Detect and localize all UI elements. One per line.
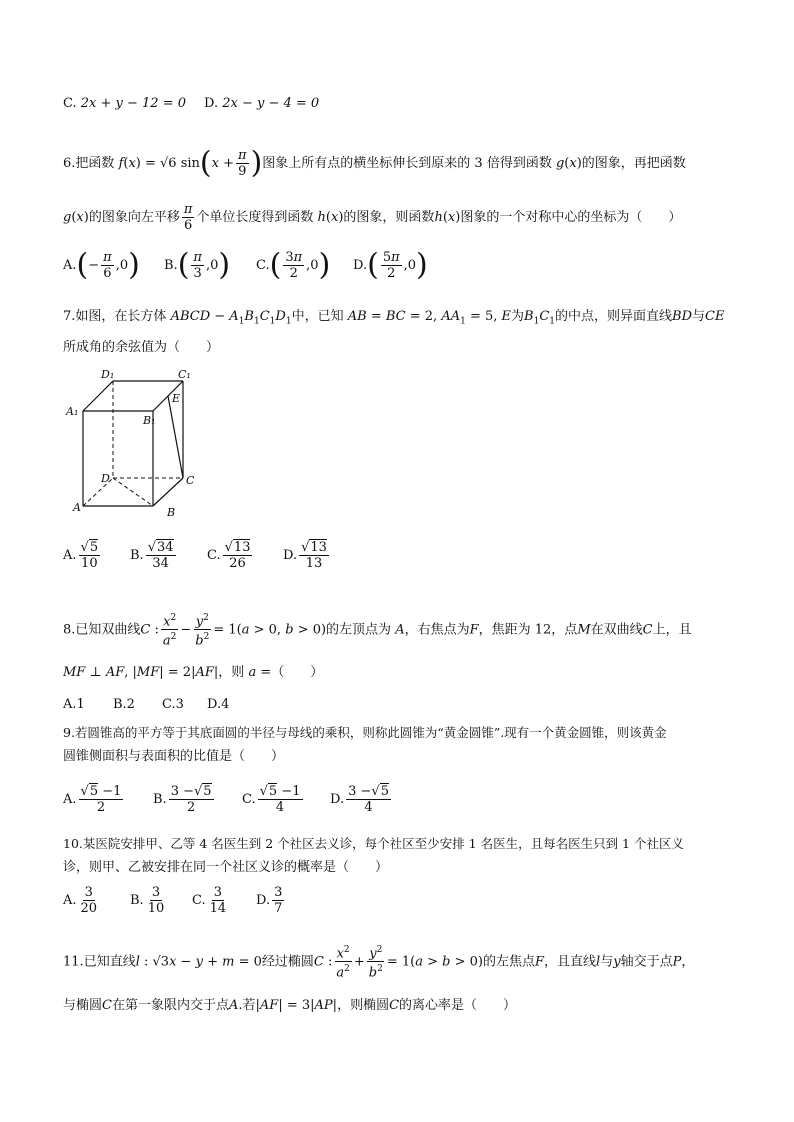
question-number: 6. [63, 156, 76, 171]
q11-text: 经过椭圆 [261, 954, 314, 970]
q7-text: 为 [511, 309, 525, 324]
q7-text: 所成角的余弦值为（ ） [63, 340, 220, 355]
q7-text: 的中点，则异面直线 [555, 309, 673, 324]
option-label: B. [153, 792, 167, 807]
q8-text: ，右焦点为 [404, 622, 470, 638]
q10-option-a: A. $\frac{3}{20}$ [63, 885, 98, 916]
q6-line1: 6.把函数 f(x) = √6 sin(x + $\frac{\pi}{9}$ )图象上所有点的横坐标伸长到原来的 3 倍得到函数 g(x)的图象，再把函数 [63, 145, 686, 181]
q6-option-c: C.( $\frac{3\pi}{2}$ ,0) [256, 247, 331, 283]
option-label: D. [330, 792, 345, 807]
option-math: 2x + y − 12 = 0 [80, 96, 186, 111]
q6-text: 的图象，再把函数 [581, 156, 686, 171]
q11-text: 与 [600, 954, 614, 970]
q6-text: 图象上所有点的横坐标伸长到原来的 3 倍得到函数 [262, 156, 552, 171]
q7-text: 中，已知 [291, 309, 344, 324]
q7-line2 [63, 338, 219, 358]
option-label: C. [192, 893, 206, 908]
q6-text: 的图象，则函数 [343, 210, 435, 225]
question-number: 8. [63, 622, 76, 638]
option-label: A. [63, 258, 77, 273]
q9-option-a: A. $\frac{√5 -1}{2}$ [63, 784, 122, 815]
option-label: B. [130, 548, 144, 563]
q6-text: 的图象向左平移 [88, 210, 180, 225]
q10-option-b: B. $\frac{3}{10}$ [130, 885, 165, 916]
q6-option-a: A.(− $\frac{\pi}{6}$ ,0) [63, 247, 140, 283]
q7-option-d: D. $\frac{√13}{13}$ [283, 540, 327, 571]
q8-text: 在双曲线 [590, 622, 643, 638]
q11-line2: 与椭圆C在第一象限内交于点A.若|AF| = 3|AP|，则椭圆C的离心率是（ ） [63, 998, 517, 1013]
label-d: D [101, 472, 110, 485]
q10-option-c: C. $\frac{3}{14}$ [192, 885, 227, 916]
q8-option-d [207, 697, 229, 712]
option-label: C. [256, 258, 270, 273]
q11-text: 的左焦点 [482, 954, 535, 970]
q5-option-c [63, 96, 186, 111]
q8-text: ，焦距为 12，点 [478, 622, 578, 638]
q9-option-d: D. $\frac{3 -√5}{4}$ [330, 784, 389, 815]
q11-text: 与椭圆 [63, 998, 103, 1013]
option-label: C. [207, 548, 221, 563]
label-e: E [172, 392, 181, 405]
q6-text: 个单位长度得到函数 [196, 210, 314, 225]
option-label: A. [63, 792, 77, 807]
q11-text: .若 [238, 998, 256, 1013]
label-c1: C₁ [178, 368, 191, 381]
option-label: B. [130, 893, 144, 908]
option-label: C. [63, 96, 77, 111]
q11-line1: 11.已知直线l : √3x − y + m = 0经过椭圆C : $\frac{x^2}{a^2}$ + $\frac{y^2}{b^2}$ = 1(a > b > 0)的左焦点F，且直线l与y轴交于点P， [63, 945, 695, 981]
question-number: 11. [63, 954, 84, 970]
q6-option-b: B.( $\frac{\pi}{3}$ ,0) [164, 247, 231, 283]
q8-line1: 8.已知双曲线C : $\frac{x^2}{a^2}$ − $\frac{y^2}{b^2}$ = 1(a > 0, b > 0)的左顶点为 A，右焦点为F，焦距为 12，点M在双曲线C上，且 [63, 613, 692, 649]
q6-option-d: D.( $\frac{5\pi}{2}$ ,0) [353, 247, 428, 283]
q9-option-b: B. $\frac{3 -√5}{2}$ [153, 784, 212, 815]
q8-text: 的左顶点为 [326, 622, 392, 638]
option-label: A. [63, 893, 77, 908]
q6-line2: g(x)的图象向左平移 $\frac{\pi}{6}$ 个单位长度得到函数 h(x)的图象，则函数h(x)图象的一个对称中心的坐标为（ ） [63, 202, 682, 233]
q8-text: 已知双曲线 [75, 622, 141, 638]
cuboid-figure [63, 366, 213, 522]
label-a1: A₁ [66, 405, 79, 418]
q10-line2: 诊，则甲、乙被安排在同一个社区义诊的概率是（ ） [63, 860, 389, 875]
q8-option-c [162, 697, 184, 712]
q7-option-b: B. $\frac{√34}{34}$ [130, 540, 174, 571]
q11-text: 在第一象限内交于点 [111, 998, 229, 1013]
label-b1: B₁ [143, 414, 156, 427]
q8-option-b [113, 697, 135, 712]
q8-text: 上，且 [652, 622, 692, 638]
q11-text: 轴交于点 [620, 954, 673, 970]
label-c: C [186, 474, 195, 487]
q11-text: ，且直线 [544, 954, 597, 970]
label-b: B [167, 506, 176, 519]
label-a: A [73, 501, 81, 514]
option-label: D. [256, 893, 271, 908]
option-label: C.3 [162, 697, 184, 712]
option-label: B. [164, 258, 178, 273]
option-label: A. [63, 548, 77, 563]
q10-line1: 10.某医院安排甲、乙等 4 名医生到 2 个社区去义诊，每个社区至少安排 1 名医生，且每名医生只到 1 个社区义 [63, 836, 684, 851]
option-label: D. [353, 258, 368, 273]
q8-text: ，则 [218, 665, 245, 680]
q8-text: （ ） [271, 665, 324, 680]
option-label: D. [283, 548, 298, 563]
q8-option-a [63, 697, 85, 712]
option-label: B.2 [113, 697, 135, 712]
q5-option-d [204, 96, 319, 111]
q11-text: 已知直线 [83, 954, 136, 970]
q6-text: 图象的一个对称中心的坐标为（ ） [460, 210, 682, 225]
q10-option-d: D. $\frac{3}{7}$ [256, 885, 283, 916]
q11-text: 的离心率是（ ） [399, 998, 517, 1013]
q7-line1: 7.如图，在长方体 ABCD − $A_1B_1C_1D_1$中，已知 AB = BC = 2, $AA_1 = 5$, E为$B_1C_1$的中点，则异面直线BD与CE [63, 309, 725, 327]
option-label: D. [204, 96, 219, 111]
option-label: A.1 [63, 697, 85, 712]
option-label: C. [242, 792, 256, 807]
option-math: 2x − y − 4 = 0 [222, 96, 320, 111]
q8-line2: MF ⊥ AF, |MF| = 2|AF|，则 a =（ ） [63, 665, 324, 680]
q9-line1: 9.若圆锥高的平方等于其底面圆的半径与母线的乘积，则称此圆锥为“黄金圆锥”.现有一个黄金圆锥，则该黄金 [63, 725, 667, 740]
option-label: D.4 [207, 697, 230, 712]
q7-option-c: C. $\frac{√13}{26}$ [207, 540, 251, 571]
q7-option-a: A. $\frac{√5}{10}$ [63, 540, 99, 571]
q11-text: ，则椭圆 [337, 998, 390, 1013]
question-number: 7. [63, 309, 76, 324]
label-d1: D₁ [101, 368, 115, 381]
q7-text: 与 [692, 309, 706, 324]
q7-text: 如图，在长方体 [75, 309, 167, 324]
q9-option-c: C. $\frac{√5 -1}{4}$ [242, 784, 301, 815]
q6-text: 把函数 [75, 156, 115, 171]
q9-line2: 圆锥侧面积与表面积的比值是（ ） [63, 749, 285, 764]
